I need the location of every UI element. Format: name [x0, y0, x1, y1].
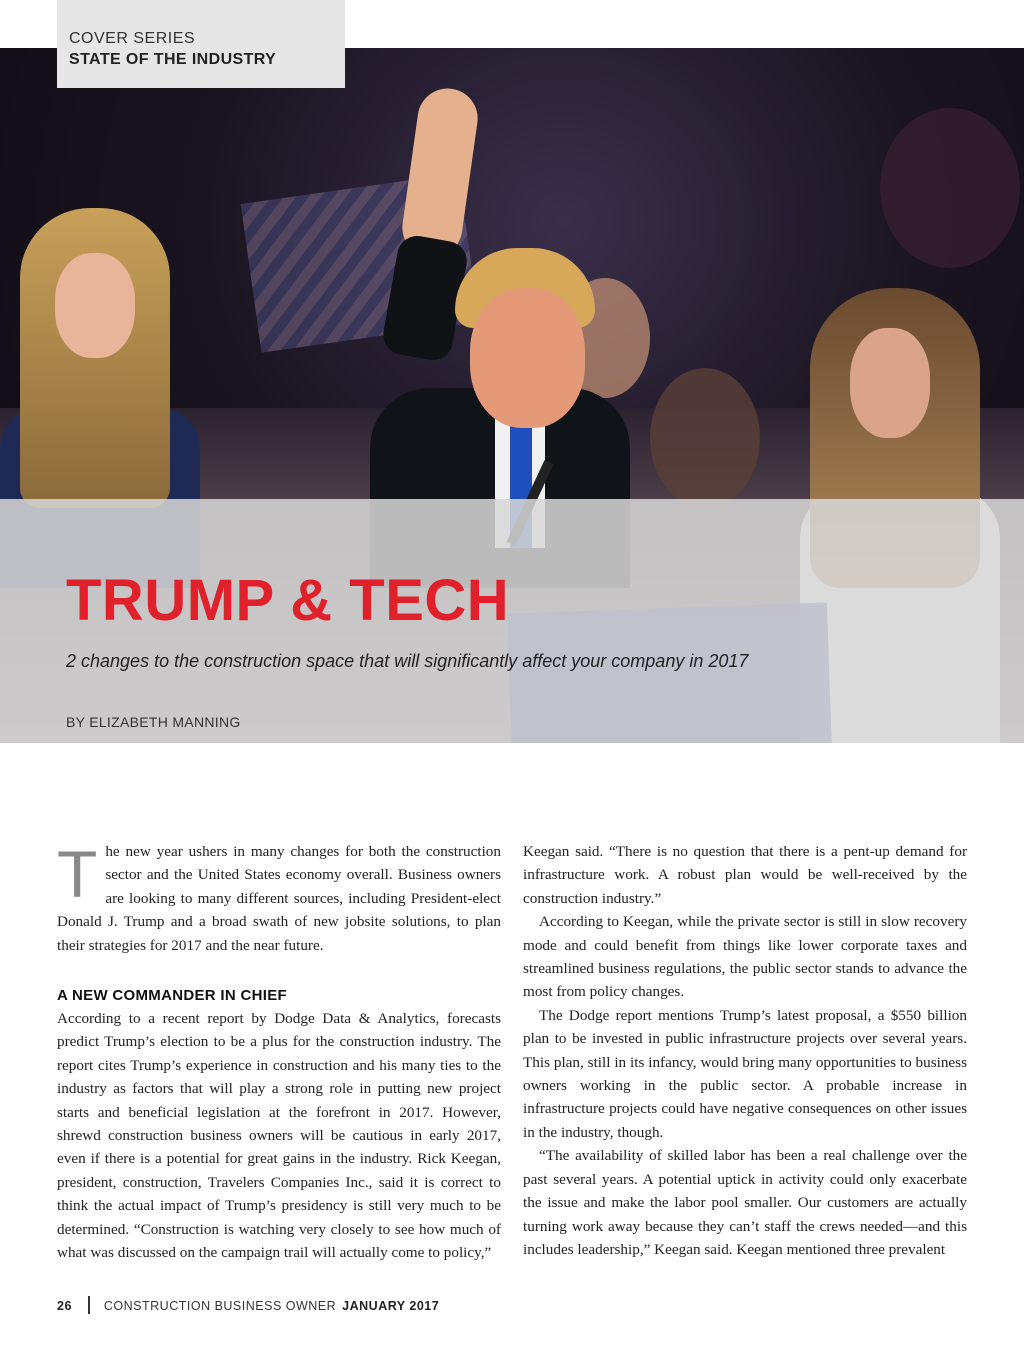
cover-series-tab — [57, 0, 345, 88]
publication-name: CONSTRUCTION BUSINESS OWNER — [103, 1299, 337, 1313]
byline: BY ELIZABETH MANNING — [66, 714, 241, 730]
article-column-right — [523, 840, 967, 1261]
page-footer — [57, 1296, 439, 1314]
body-paragraph: According to a recent report by Dodge Data & Analytics, forecasts predict Trump’s election to be a plus for the construction industry. The report cites Trump’s experience in construction and his many ties to the industry as factors that will play a strong role in putting new project starts and beneficial legislation at the forefront in 2017. However, shrewd construction business owners will be cautious in early 2017, even if there is a potential for great gains in the industry. Rick Keegan, president, construction, Travelers Companies Inc., said it is correct to think the actual impact of Trump’s presidency is still very much to be determined. “Construction is watching very closely to see how much of what was discussed on the campaign trail will actually come to policy,” — [57, 1010, 501, 1262]
person-center — [330, 88, 630, 548]
page-number: 26 — [57, 1299, 72, 1313]
dropcap: T — [57, 837, 98, 911]
article-column-left — [57, 837, 501, 1265]
background-figure — [650, 368, 760, 508]
section-heading: A NEW COMMANDER IN CHIEF — [57, 987, 287, 1005]
body-paragraph: “The availability of skilled labor has been a real challenge over the past several years. A potential uptick in activity could only exacerbate the issue and make the labor pool smaller. Our customers are actually turning work away because they can’t staff the crews needed—and this includes leadership,” Keegan said. Keegan mentioned three prevalent — [523, 1147, 967, 1258]
subheadline: 2 changes to the construction space that will significantly affect your company in 2017 — [66, 651, 749, 671]
intro-text: he new year ushers in many changes for both the construction sector and the United States economy overall. Business owners are looking to many different sources, including President-elect Donald J. Trump and a broad swath of new jobsite solutions, to plan their strategies for 2017 and the near future. — [57, 843, 501, 954]
intro-paragraph — [57, 837, 501, 957]
section-label: COVER SERIES — [69, 30, 196, 47]
issue-date: JANUARY 2017 — [342, 1299, 440, 1313]
headline: TRUMP & TECH — [66, 568, 510, 633]
body-paragraph: Keegan said. “There is no question that there is a pent-up demand for infrastructure work. A robust plan would be well-received by the construction industry.” — [523, 843, 967, 907]
background-figure — [880, 108, 1020, 268]
footer-divider — [88, 1296, 90, 1314]
body-paragraph: According to Keegan, while the private sector is still in slow recovery mode and could benefit from things like lower corporate taxes and streamlined business regulations, the public sector stands to advance the most from policy changes. — [523, 913, 967, 1001]
series-title: STATE OF THE INDUSTRY — [69, 51, 277, 68]
body-paragraph: The Dodge report mentions Trump’s latest proposal, a $550 billion plan to be invested in public infrastructure projects over several years. This plan, still in its infancy, would bring many opportunities to business owners working in the public sector. A probable increase in infrastructure projects could have negative consequences on other issues in the industry, though. — [523, 1006, 967, 1141]
